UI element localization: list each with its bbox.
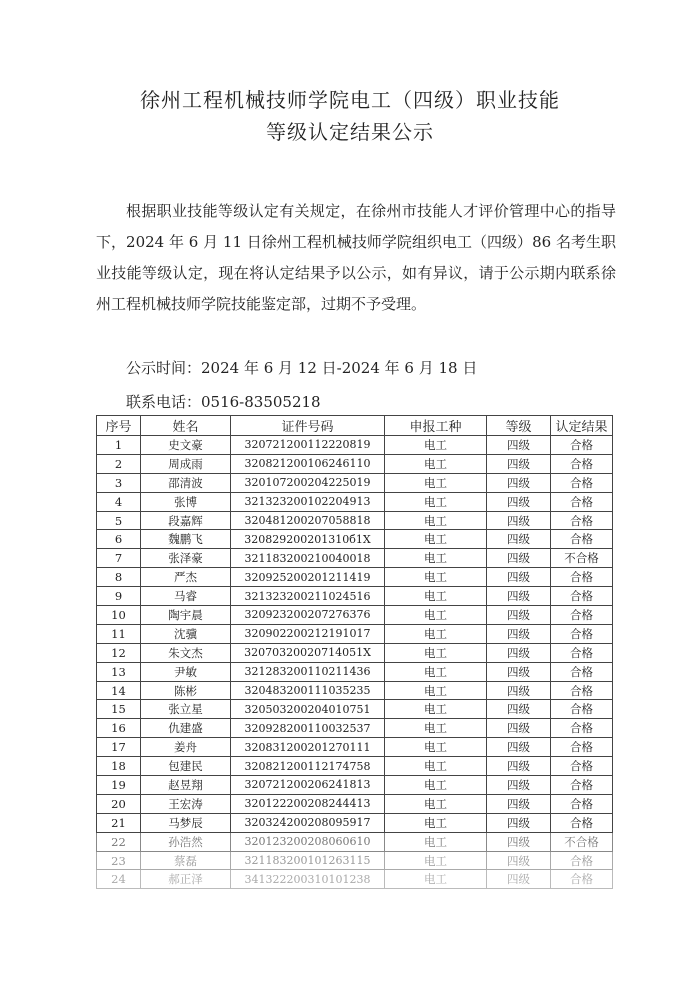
row-trade: 电工 — [385, 454, 487, 473]
row-level: 四级 — [487, 700, 551, 719]
row-name: 郝正泽 — [141, 870, 231, 889]
row-result: 合格 — [551, 436, 613, 455]
row-result: 合格 — [551, 624, 613, 643]
row-trade: 电工 — [385, 662, 487, 681]
row-id-number: 320928200110032537 — [231, 719, 385, 738]
row-level: 四级 — [487, 870, 551, 889]
row-id-number: 321323200102204913 — [231, 492, 385, 511]
table-row — [97, 606, 613, 625]
title-line-1: 徐州工程机械技师学院电工（四级）职业技能 — [140, 88, 560, 112]
header-level: 等级 — [487, 416, 551, 436]
table-row — [97, 436, 613, 455]
table-row — [97, 757, 613, 776]
row-name: 张博 — [141, 492, 231, 511]
table-row — [97, 454, 613, 473]
row-trade: 电工 — [385, 624, 487, 643]
row-level: 四级 — [487, 492, 551, 511]
row-index: 3 — [97, 473, 141, 492]
row-name: 马梦辰 — [141, 813, 231, 832]
row-result: 合格 — [551, 870, 613, 889]
row-level: 四级 — [487, 794, 551, 813]
row-name: 马睿 — [141, 587, 231, 606]
row-level: 四级 — [487, 436, 551, 455]
row-id-number: 320721200206241813 — [231, 776, 385, 795]
row-result: 合格 — [551, 851, 613, 870]
row-name: 蔡磊 — [141, 851, 231, 870]
row-trade: 电工 — [385, 776, 487, 795]
row-name: 赵昱翔 — [141, 776, 231, 795]
row-level: 四级 — [487, 473, 551, 492]
row-index: 10 — [97, 606, 141, 625]
results-table — [96, 415, 613, 889]
row-id-number: 320107200204225019 — [231, 473, 385, 492]
row-index: 5 — [97, 511, 141, 530]
row-level: 四级 — [487, 851, 551, 870]
row-trade: 电工 — [385, 587, 487, 606]
row-level: 四级 — [487, 643, 551, 662]
row-index: 20 — [97, 794, 141, 813]
row-name: 陶宇晨 — [141, 606, 231, 625]
row-name: 魏鹏飞 — [141, 530, 231, 549]
row-index: 13 — [97, 662, 141, 681]
row-index: 6 — [97, 530, 141, 549]
row-index: 7 — [97, 549, 141, 568]
row-name: 严杰 — [141, 568, 231, 587]
row-trade: 电工 — [385, 568, 487, 587]
header-id-number: 证件号码 — [231, 416, 385, 436]
row-id-number: 320821200106246110 — [231, 454, 385, 473]
row-result: 不合格 — [551, 549, 613, 568]
contact-phone: 联系电话：0516-83505218 — [126, 393, 321, 411]
row-name: 张泽豪 — [141, 549, 231, 568]
row-level: 四级 — [487, 757, 551, 776]
table-row — [97, 851, 613, 870]
row-index: 17 — [97, 738, 141, 757]
row-result: 合格 — [551, 511, 613, 530]
row-id-number: 320122200208244413 — [231, 794, 385, 813]
row-trade: 电工 — [385, 511, 487, 530]
row-id-number: 320923200207276376 — [231, 606, 385, 625]
row-trade: 电工 — [385, 719, 487, 738]
row-name: 周成雨 — [141, 454, 231, 473]
row-index: 24 — [97, 870, 141, 889]
table-row — [97, 643, 613, 662]
row-result: 合格 — [551, 738, 613, 757]
row-level: 四级 — [487, 587, 551, 606]
row-name: 包建民 — [141, 757, 231, 776]
row-id-number: 320821200112174758 — [231, 757, 385, 776]
row-trade: 电工 — [385, 832, 487, 851]
row-result: 合格 — [551, 794, 613, 813]
row-result: 合格 — [551, 587, 613, 606]
row-name: 史文豪 — [141, 436, 231, 455]
table-row — [97, 776, 613, 795]
row-id-number: 320902200212191017 — [231, 624, 385, 643]
table-row — [97, 870, 613, 889]
row-name: 姜舟 — [141, 738, 231, 757]
row-index: 21 — [97, 813, 141, 832]
row-result: 合格 — [551, 606, 613, 625]
row-index: 23 — [97, 851, 141, 870]
row-id-number: 321183200210040018 — [231, 549, 385, 568]
header-trade: 申报工种 — [385, 416, 487, 436]
notice-period: 公示时间：2024 年 6 月 12 日-2024 年 6 月 18 日 — [126, 359, 478, 377]
row-index: 8 — [97, 568, 141, 587]
row-id-number: 320503200204010751 — [231, 700, 385, 719]
table-row — [97, 624, 613, 643]
row-trade: 电工 — [385, 436, 487, 455]
row-id-number: 32070320020714051X — [231, 643, 385, 662]
row-index: 22 — [97, 832, 141, 851]
row-id-number: 321283200110211436 — [231, 662, 385, 681]
row-index: 1 — [97, 436, 141, 455]
row-name: 孙浩然 — [141, 832, 231, 851]
row-level: 四级 — [487, 738, 551, 757]
row-level: 四级 — [487, 568, 551, 587]
row-level: 四级 — [487, 662, 551, 681]
row-trade: 电工 — [385, 757, 487, 776]
row-name: 陈彬 — [141, 681, 231, 700]
row-name: 段嘉辉 — [141, 511, 231, 530]
table-row — [97, 719, 613, 738]
row-result: 合格 — [551, 776, 613, 795]
row-index: 9 — [97, 587, 141, 606]
row-index: 14 — [97, 681, 141, 700]
row-result: 合格 — [551, 492, 613, 511]
row-index: 11 — [97, 624, 141, 643]
table-row — [97, 473, 613, 492]
row-result: 合格 — [551, 662, 613, 681]
row-id-number: 320925200201211419 — [231, 568, 385, 587]
table-row — [97, 549, 613, 568]
row-result: 合格 — [551, 719, 613, 738]
row-name: 沈骥 — [141, 624, 231, 643]
row-result: 合格 — [551, 454, 613, 473]
row-index: 4 — [97, 492, 141, 511]
row-id-number: 320829200201310б1X — [231, 530, 385, 549]
header-index: 序号 — [97, 416, 141, 436]
row-result: 合格 — [551, 813, 613, 832]
row-trade: 电工 — [385, 549, 487, 568]
row-id-number: 320721200112220819 — [231, 436, 385, 455]
row-result: 合格 — [551, 568, 613, 587]
title-line-2: 等级认定结果公示 — [266, 120, 434, 144]
row-name: 仇建盛 — [141, 719, 231, 738]
table-row — [97, 568, 613, 587]
table-row — [97, 832, 613, 851]
table-row — [97, 511, 613, 530]
row-index: 15 — [97, 700, 141, 719]
row-trade: 电工 — [385, 813, 487, 832]
row-name: 邵清波 — [141, 473, 231, 492]
row-id-number: 321183200101263115 — [231, 851, 385, 870]
row-level: 四级 — [487, 813, 551, 832]
table-row — [97, 662, 613, 681]
table-header-row — [97, 416, 613, 436]
row-trade: 电工 — [385, 738, 487, 757]
row-level: 四级 — [487, 681, 551, 700]
row-level: 四级 — [487, 606, 551, 625]
row-level: 四级 — [487, 454, 551, 473]
row-level: 四级 — [487, 719, 551, 738]
row-id-number: 320123200208060610 — [231, 832, 385, 851]
row-trade: 电工 — [385, 473, 487, 492]
row-id-number: 320481200207058818 — [231, 511, 385, 530]
row-id-number: 320831200201270111 — [231, 738, 385, 757]
table-row — [97, 587, 613, 606]
row-level: 四级 — [487, 624, 551, 643]
row-id-number: 320324200208095917 — [231, 813, 385, 832]
row-index: 12 — [97, 643, 141, 662]
row-name: 张立星 — [141, 700, 231, 719]
header-name: 姓名 — [141, 416, 231, 436]
announcement-paragraph: 根据职业技能等级认定有关规定，在徐州市技能人才评价管理中心的指导下，2024 年 6 月 11 日徐州工程机械技师学院组织电工（四级）86 名考生职业技能等级认定，现在将认定结果予以公示，如有异议，请于公示期内联系徐州工程机械技师学院技能鉴定部，过期不予受理。 — [96, 202, 616, 313]
row-trade: 电工 — [385, 851, 487, 870]
table-row — [97, 738, 613, 757]
table-row — [97, 794, 613, 813]
row-name: 尹敏 — [141, 662, 231, 681]
row-level: 四级 — [487, 832, 551, 851]
row-result: 合格 — [551, 530, 613, 549]
table-row — [97, 492, 613, 511]
table-row — [97, 530, 613, 549]
row-trade: 电工 — [385, 870, 487, 889]
row-id-number: 320483200111035235 — [231, 681, 385, 700]
row-id-number: 341322200310101238 — [231, 870, 385, 889]
table-row — [97, 681, 613, 700]
row-index: 18 — [97, 757, 141, 776]
row-index: 16 — [97, 719, 141, 738]
table-row — [97, 700, 613, 719]
row-result: 合格 — [551, 473, 613, 492]
row-level: 四级 — [487, 776, 551, 795]
row-trade: 电工 — [385, 794, 487, 813]
row-result: 合格 — [551, 700, 613, 719]
row-trade: 电工 — [385, 681, 487, 700]
row-level: 四级 — [487, 549, 551, 568]
row-trade: 电工 — [385, 700, 487, 719]
row-result: 合格 — [551, 681, 613, 700]
row-trade: 电工 — [385, 606, 487, 625]
row-level: 四级 — [487, 511, 551, 530]
row-result: 不合格 — [551, 832, 613, 851]
row-trade: 电工 — [385, 643, 487, 662]
row-trade: 电工 — [385, 492, 487, 511]
row-trade: 电工 — [385, 530, 487, 549]
row-result: 合格 — [551, 643, 613, 662]
row-id-number: 321323200211024516 — [231, 587, 385, 606]
row-level: 四级 — [487, 530, 551, 549]
header-result: 认定结果 — [551, 416, 613, 436]
row-index: 19 — [97, 776, 141, 795]
row-index: 2 — [97, 454, 141, 473]
row-name: 朱文杰 — [141, 643, 231, 662]
row-name: 王宏涛 — [141, 794, 231, 813]
row-result: 合格 — [551, 757, 613, 776]
table-row — [97, 813, 613, 832]
